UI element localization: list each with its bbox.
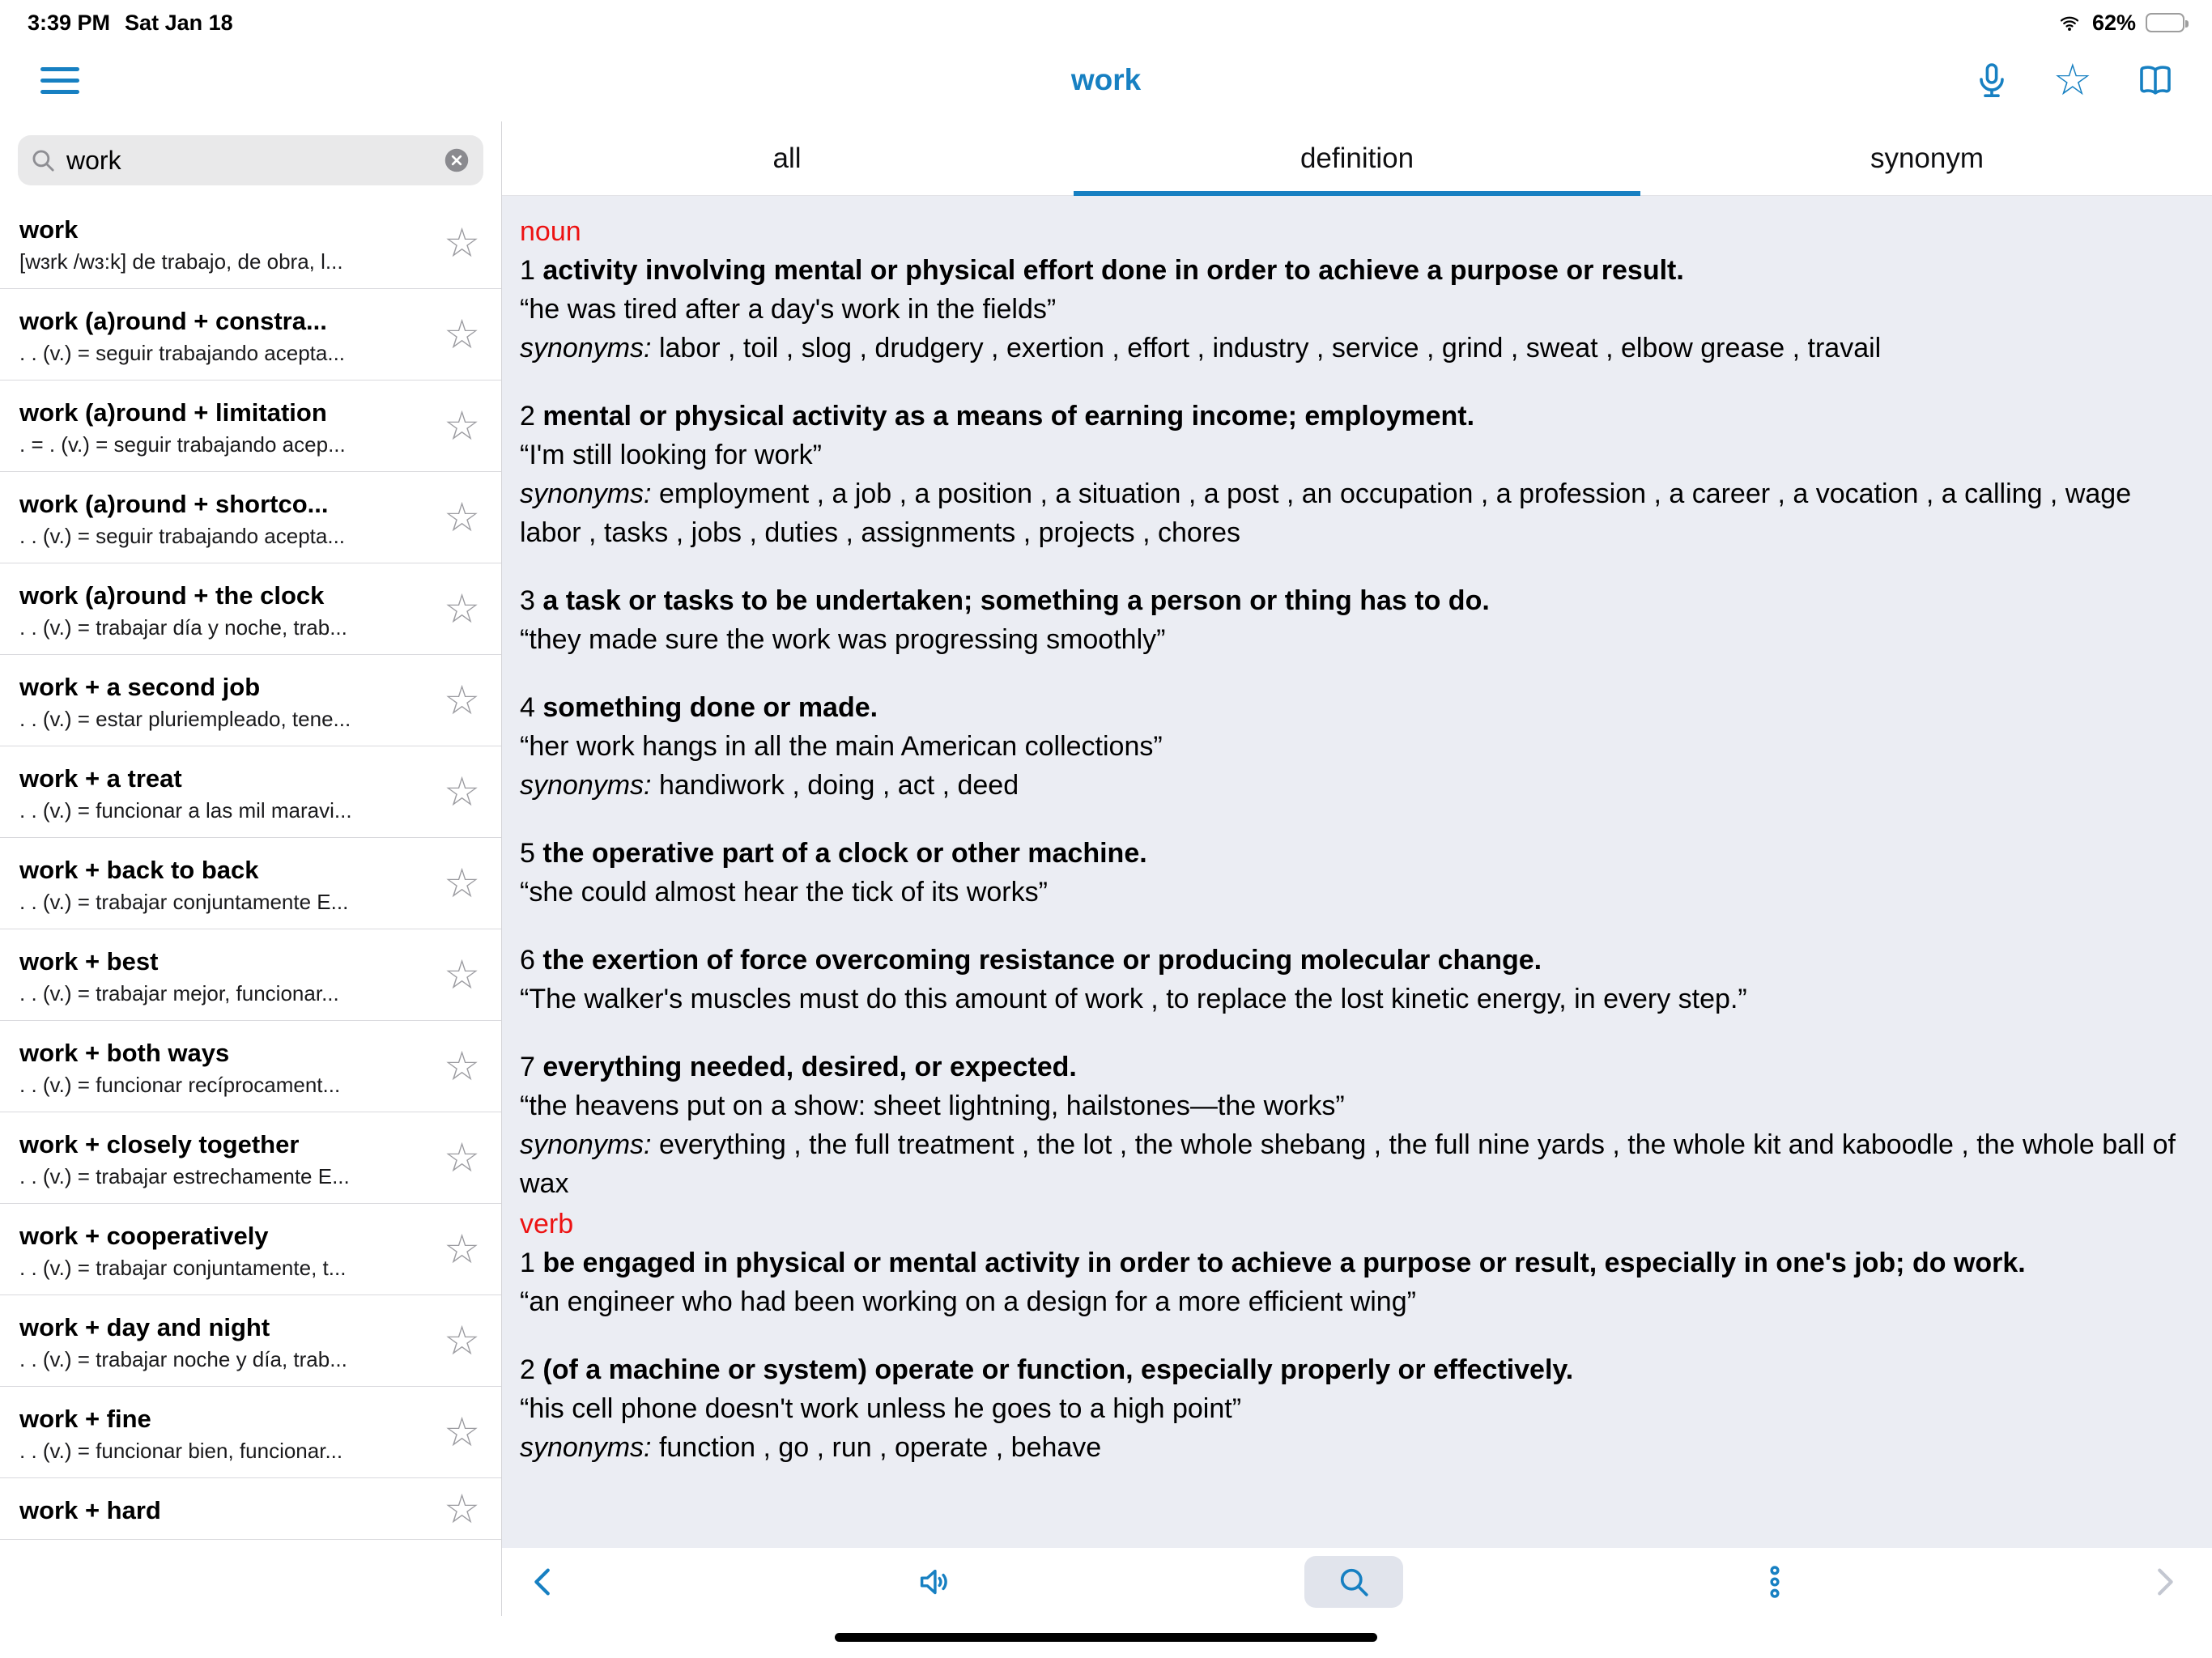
pos-section (520, 212, 2180, 1203)
entry-subtitle: . . (v.) = trabajar día y noche, trab... (19, 615, 347, 640)
microphone-button[interactable] (1972, 59, 2011, 101)
synonyms-label: synonyms: (520, 770, 652, 801)
favorite-star-icon[interactable]: ☆ (444, 769, 480, 814)
entry-subtitle: . . (v.) = seguir trabajando acepta... (19, 341, 346, 365)
sense-definition-line (520, 1350, 2180, 1389)
search-field[interactable] (18, 135, 483, 185)
synonyms-label: synonyms: (520, 478, 652, 509)
sense-block (520, 941, 2180, 1018)
menu-bar-1 (40, 67, 79, 71)
favorite-star-icon[interactable]: ☆ (444, 861, 480, 906)
sense-example: “an engineer who had been working on a design for a more efficient wing” (520, 1286, 1416, 1317)
entry-title: work (a)round + the clock (19, 581, 325, 610)
sense-example: “she could almost hear the tick of its works” (520, 877, 1048, 908)
sense-synonyms-line (520, 1428, 2180, 1467)
tab-definition[interactable]: definition (1072, 121, 1642, 195)
battery-icon (2146, 13, 2184, 32)
app-body (0, 121, 2212, 1616)
favorite-star-icon[interactable]: ☆ (444, 1135, 480, 1180)
search-icon (29, 147, 57, 174)
sense-block (520, 1350, 2180, 1467)
sense-block (520, 397, 2180, 552)
speaker-button[interactable] (915, 1563, 952, 1601)
favorite-star-icon[interactable]: ☆ (444, 403, 480, 449)
clear-search-button[interactable] (441, 145, 472, 176)
menu-bar-2 (40, 79, 79, 83)
sense-synonyms-line (520, 1125, 2180, 1203)
entry-title: work + a second job (19, 673, 261, 701)
synonyms-list: everything , the full treatment , the lot , the whole shebang , the full nine yards , the whole kit and kaboodle , the whole ball of wax (520, 1129, 2176, 1199)
nav-actions (1972, 58, 2176, 102)
entry-title: work + back to back (19, 856, 259, 884)
sense-example: “I'm still looking for work” (520, 440, 823, 470)
sense-definition-line (520, 1244, 2180, 1282)
tab-synonym[interactable]: synonym (1870, 142, 1984, 174)
entry-title: work (a)round + constra... (19, 307, 327, 335)
favorite-star-icon[interactable]: ☆ (444, 1044, 480, 1089)
entry-subtitle: . . (v.) = seguir trabajando acepta... (19, 524, 346, 548)
speaker-icon (915, 1563, 952, 1601)
star-icon: ☆ (2052, 56, 2092, 104)
sense-block (520, 581, 2180, 659)
sense-list (520, 251, 2180, 1203)
search-bar (0, 121, 501, 198)
entry-title: work + a treat (19, 764, 182, 793)
bottom-toolbar (502, 1548, 2212, 1616)
chevron-left-icon (525, 1563, 562, 1601)
favorite-star-icon[interactable]: ☆ (444, 1318, 480, 1363)
search-results-list[interactable] (0, 198, 501, 1616)
entry-subtitle: . . (v.) = trabajar noche y día, trab... (19, 1347, 347, 1371)
synonyms-label: synonyms: (520, 1432, 652, 1463)
list-item[interactable] (0, 380, 501, 472)
sense-definition-line (520, 251, 2180, 290)
battery-percent: 62% (2091, 10, 2136, 35)
page-title: work (1070, 63, 1142, 96)
list-item[interactable] (0, 655, 501, 746)
book-icon (2134, 61, 2176, 100)
home-indicator[interactable] (835, 1633, 1377, 1642)
main-content (502, 121, 2212, 1616)
entry-title: work + cooperatively (19, 1222, 269, 1250)
sense-definition: (of a machine or system) operate or function, especially properly or effectively. (542, 1354, 1574, 1385)
sense-definition: mental or physical activity as a means of earning income; employment. (542, 401, 1475, 432)
sense-number: 5 (520, 838, 535, 869)
sense-block (520, 688, 2180, 805)
status-date: Sat Jan 18 (125, 10, 233, 35)
sense-definition: the exertion of force overcoming resistance or producing molecular change. (542, 945, 1542, 976)
entry-subtitle: [wɜrk /wɜ:k] de trabajo, de obra, l... (19, 249, 343, 274)
part-of-speech-heading: verb (520, 1209, 574, 1239)
tab-bar (502, 121, 2212, 196)
list-item[interactable] (0, 472, 501, 563)
list-item[interactable] (0, 1021, 501, 1112)
status-right (2057, 11, 2184, 36)
search-input[interactable] (66, 146, 432, 176)
sense-number: 4 (520, 692, 535, 723)
back-button[interactable] (525, 1563, 562, 1601)
favorite-star-icon[interactable]: ☆ (444, 1486, 480, 1532)
part-of-speech-heading: noun (520, 216, 581, 247)
entry-title: work + hard (19, 1496, 161, 1524)
sense-block (520, 1048, 2180, 1203)
more-options-button[interactable] (1756, 1563, 1793, 1601)
favorite-star-icon[interactable]: ☆ (444, 495, 480, 540)
list-item[interactable] (0, 929, 501, 1021)
status-time: 3:39 PM (28, 10, 111, 35)
sense-example: “he was tired after a day's work in the fields” (520, 294, 1057, 325)
entry-title: work + closely together (19, 1130, 300, 1158)
clear-icon (442, 146, 471, 175)
sidebar (0, 121, 502, 1616)
sense-definition-line (520, 834, 2180, 873)
favorite-star-icon[interactable]: ☆ (444, 1226, 480, 1272)
toolbar-search-button[interactable] (1304, 1556, 1403, 1608)
sense-number: 1 (520, 1248, 535, 1278)
favorite-star-icon[interactable]: ☆ (444, 1409, 480, 1455)
forward-button[interactable] (2146, 1563, 2183, 1601)
sense-example: “the heavens put on a show: sheet lightning, hailstones—the works” (520, 1090, 1345, 1121)
synonyms-list: handiwork , doing , act , deed (658, 770, 1019, 801)
list-item[interactable] (0, 1387, 501, 1478)
sense-number: 2 (520, 401, 535, 432)
favorite-star-icon[interactable]: ☆ (444, 678, 480, 723)
favorite-star-icon[interactable]: ☆ (444, 220, 480, 266)
entry-subtitle: . . (v.) = trabajar conjuntamente, t... (19, 1256, 347, 1280)
entry-title: work + day and night (19, 1313, 270, 1341)
list-item[interactable] (0, 1204, 501, 1295)
sense-number: 2 (520, 1354, 535, 1385)
entry-title: work (19, 215, 79, 244)
tab-all[interactable]: all (772, 142, 802, 174)
sense-definition-line (520, 941, 2180, 980)
synonyms-label: synonyms: (520, 1129, 652, 1160)
sense-definition: something done or made. (542, 692, 878, 723)
sense-number: 7 (520, 1052, 535, 1082)
entry-subtitle: . . (v.) = trabajar estrechamente E... (19, 1164, 350, 1188)
list-item[interactable] (0, 198, 501, 289)
sense-example: “The walker's muscles must do this amount of work , to replace the lost kinetic energy, in every step.” (520, 984, 1747, 1014)
microphone-icon (1972, 59, 2011, 101)
synonyms-list: labor , toil , slog , drudgery , exertion , effort , industry , service , grind , sweat , elbow grease , travail (658, 333, 1882, 363)
sense-block (520, 251, 2180, 368)
status-bar (0, 0, 2212, 39)
synonyms-list: employment , a job , a position , a situation , a post , an occupation , a profession , a career , a vocation , a calling , wage labor , tasks , jobs , duties , assignments , projects , chores (520, 478, 2132, 548)
sense-block (520, 1244, 2180, 1321)
sense-definition: be engaged in physical or mental activity in order to achieve a purpose or result, especially in one's job; do work. (542, 1248, 2026, 1278)
menu-bar-3 (40, 90, 79, 94)
entry-title: work + best (19, 947, 159, 976)
sense-number: 1 (520, 255, 535, 286)
favorite-star-icon[interactable]: ☆ (444, 312, 480, 357)
wifi-dot (2068, 28, 2071, 31)
sense-definition-line (520, 581, 2180, 620)
pos-section (520, 1205, 2180, 1467)
list-item[interactable] (0, 838, 501, 929)
definition-panel[interactable] (502, 196, 2212, 1548)
list-item[interactable] (0, 289, 501, 380)
entry-title: work + both ways (19, 1039, 230, 1067)
sense-synonyms-line (520, 329, 2180, 368)
sense-synonyms-line (520, 474, 2180, 552)
entry-title: work + fine (19, 1405, 151, 1433)
wifi-icon (2057, 12, 2082, 33)
list-item[interactable] (0, 563, 501, 655)
search-icon (1336, 1564, 1372, 1600)
sense-definition-line (520, 1048, 2180, 1086)
sense-example: “his cell phone doesn't work unless he goes to a high point” (520, 1393, 1242, 1424)
favorite-star-icon[interactable]: ☆ (444, 952, 480, 997)
sense-number: 6 (520, 945, 535, 976)
nav-bar (0, 39, 2212, 121)
synonyms-list: function , go , run , operate , behave (658, 1432, 1102, 1463)
list-item[interactable] (0, 1112, 501, 1204)
status-left (28, 11, 233, 36)
sense-list (520, 1244, 2180, 1467)
list-item[interactable] (0, 746, 501, 838)
sense-example: “they made sure the work was progressing smoothly” (520, 624, 1166, 655)
sense-definition-line (520, 397, 2180, 436)
sense-definition-line (520, 688, 2180, 727)
sense-definition: everything needed, desired, or expected. (542, 1052, 1077, 1082)
entry-subtitle: . . (v.) = funcionar a las mil maravi... (19, 798, 352, 823)
favorite-star-icon[interactable]: ☆ (444, 586, 480, 631)
sense-definition: the operative part of a clock or other machine. (542, 838, 1147, 869)
sense-example: “her work hangs in all the main American collections” (520, 731, 1163, 762)
more-options-icon (1756, 1563, 1793, 1601)
entry-subtitle: . . (v.) = funcionar recíprocament... (19, 1073, 341, 1097)
entry-title: work (a)round + limitation (19, 398, 327, 427)
sense-number: 3 (520, 585, 535, 616)
home-indicator-area (0, 1616, 2212, 1658)
entry-subtitle: . . (v.) = trabajar conjuntamente E... (19, 890, 349, 914)
sense-definition: activity involving mental or physical effort done in order to achieve a purpose or result. (542, 255, 1684, 286)
dictionary-book-button[interactable] (2134, 61, 2176, 100)
menu-button[interactable] (36, 62, 84, 99)
sense-definition: a task or tasks to be undertaken; something a person or thing has to do. (542, 585, 1490, 616)
favorites-button[interactable] (2053, 58, 2092, 102)
entry-title: work (a)round + shortco... (19, 490, 329, 518)
list-item[interactable] (0, 1295, 501, 1387)
entry-subtitle: . . (v.) = funcionar bien, funcionar... (19, 1439, 343, 1463)
chevron-right-icon (2146, 1563, 2183, 1601)
synonyms-label: synonyms: (520, 333, 652, 363)
entry-subtitle: . . (v.) = estar pluriempleado, tene... (19, 707, 351, 731)
list-item[interactable] (0, 1478, 501, 1540)
entry-subtitle: . = . (v.) = seguir trabajando acep... (19, 432, 346, 457)
entry-subtitle: . . (v.) = trabajar mejor, funcionar... (19, 981, 339, 1005)
sense-block (520, 834, 2180, 912)
sense-synonyms-line (520, 766, 2180, 805)
